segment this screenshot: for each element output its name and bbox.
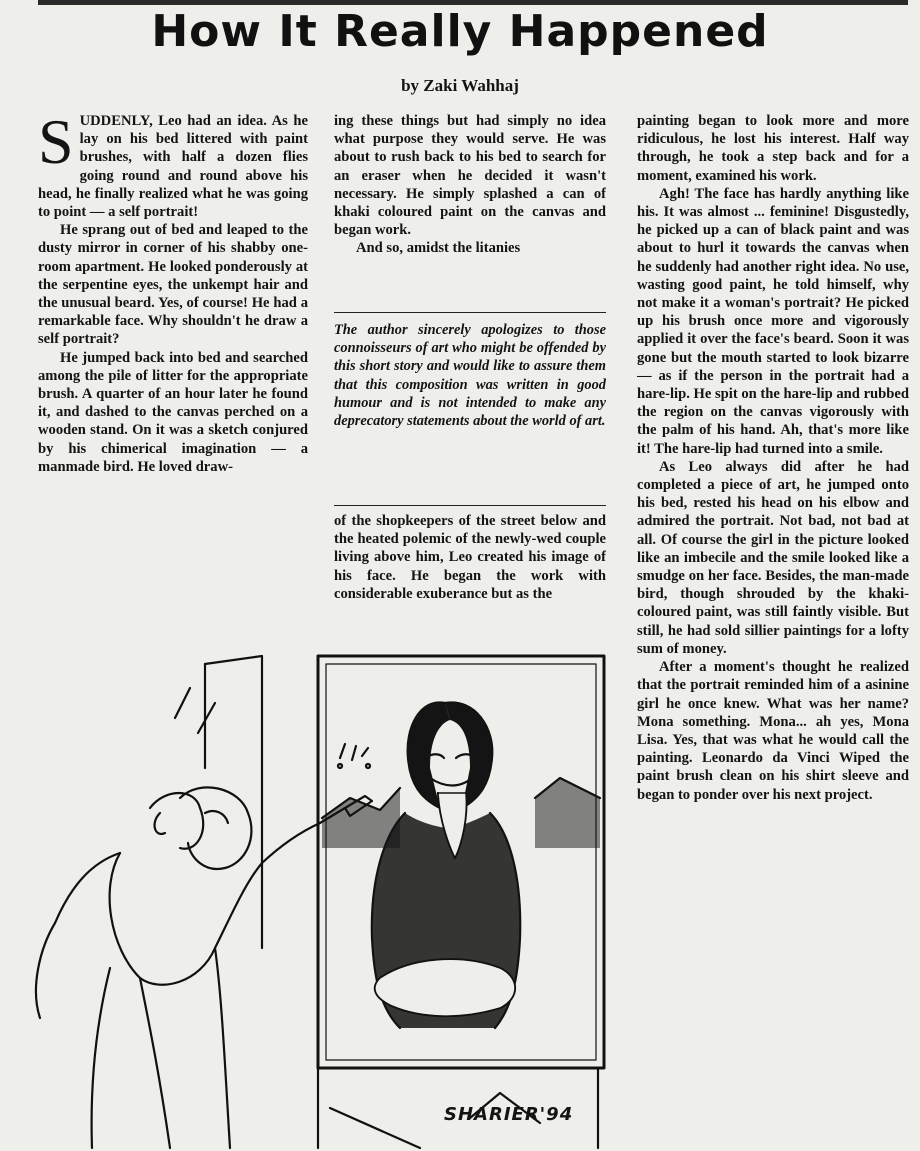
article-column-2-top <box>334 112 606 304</box>
paragraph: He sprang out of bed and leaped to the dusty mirror in corner of his shabby one-room apartment. He looked ponderously at the serpentine eyes, the unkempt hair and the unusual beard. Yes, of course! He had a remarkable face. Why shouldn't he draw a self portrait? <box>38 222 308 348</box>
article-column-3 <box>637 112 909 1146</box>
article-byline: by Zaki Wahhaj <box>401 76 519 95</box>
article-column-1 <box>38 112 308 652</box>
paragraph: After a moment's thought he realized that the portrait reminded him of a asinine girl he once knew. What was her name? Mona something. Mona... ah yes, Mona Lisa. Yes, that was what he would call the painting. Leonardo da Vinci Wiped the paint brush clean on his shirt sleeve and began to ponder over his next project. <box>637 659 909 803</box>
author-note: The author sincerely apologizes to those connoisseurs of art who might be offended by this short story and would like to assure them that this composition was written in good humour and is not intended to make any deprecatory statements about the world of art. <box>334 322 606 430</box>
article-headline: How It Really Happened <box>151 6 769 57</box>
paragraph: As Leo always did after he had completed a piece of art, he jumped onto his bed, rested his head on his elbow and admired the portrait. Not bad, not bad at all. Of course the girl in the picture looked like an imbecile and the smile looked like a smudge on her face. Besides, the man-made bird, though shrouded by the khaki-coloured paint, was still faintly visible. But still, he had sold sillier paintings for a lofty sum of money. <box>637 458 909 657</box>
mirror-frame <box>205 656 262 948</box>
paragraph: of the shopkeepers of the street below and the heated polemic of the newly-wed couple living above him, Leo created his image of his face. He began the work with considerable exuberance but as the <box>334 513 606 602</box>
top-rule <box>38 0 908 5</box>
painter-head <box>180 787 251 869</box>
author-note-box <box>334 312 606 506</box>
cartoon-illustration <box>0 648 630 1151</box>
paragraph: He jumped back into bed and searched among the pile of litter for the appropriate brush. A quarter of an hour later he found it, and dashed to the canvas perched on a wooden stand. On it was a sketch conjured by his chimerical imagination — a manmade bird. He loved draw- <box>38 349 308 475</box>
paragraph: Agh! The face has hardly anything like his. It was almost ... feminine! Disgustedly, he picked up a can of black paint and was about to hurl it towards the canvas when he suddenly had another right idea. No use, wasting good paint, he told himself, why not make it a woman's portrait? He picked up his brush once more and vigorously applied it over the face's beard. Soon it was gone but the mouth started to look bizarre — as if the person in the portrait had a hare-lip. He spit on the hare-lip and rubbed the region on the canvas vigorously with the palm of his hand. Ah, that's more like it! The hare-lip had turned into a smile. <box>637 185 909 457</box>
artist-signature: SHARIER'94 <box>444 1104 574 1125</box>
paragraph: ing these things but had simply no idea what purpose they would serve. He was about to rush back to his bed to search for an eraser when he decided it wasn't necessary. He simply splashed a can of khaki coloured paint on the canvas and began work. <box>334 113 606 239</box>
paragraph: UDDENLY, Leo had an idea. As he lay on his bed littered with paint brushes, with half a dozen flies going round and round above his head, he finally realized what he was going to point — a self portrait! <box>38 113 308 221</box>
article-column-2-bottom <box>334 512 606 646</box>
drop-cap: S <box>38 112 74 177</box>
paragraph: And so, amidst the litanies <box>356 240 521 257</box>
paragraph: painting began to look more and more ridiculous, he lost his interest. Half way through, he took a step back and for a moment, examined his work. <box>637 113 909 184</box>
portrait-smile <box>430 778 472 786</box>
